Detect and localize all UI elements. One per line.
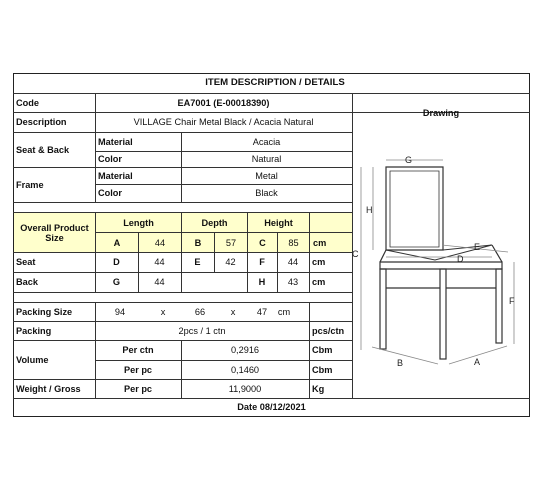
drawing-letter-h: H	[366, 205, 373, 215]
frame-color: Black	[255, 188, 278, 198]
height-header: Height	[248, 213, 309, 232]
seat-back-material-label: Material	[98, 136, 133, 147]
seat-left-edge	[380, 250, 386, 262]
frame-material: Metal	[255, 170, 278, 181]
seat-dims-label: Seat	[16, 257, 36, 267]
drawing-letter-d: D	[457, 254, 464, 264]
drawing-label: Drawing	[422, 107, 460, 118]
dim-d-value: 44	[154, 257, 165, 267]
packing-size-length: 94	[114, 306, 126, 317]
dim-h-letter: H	[258, 277, 266, 287]
seat-right-edge	[492, 245, 502, 262]
frame-color-label: Color	[98, 188, 122, 198]
overall-size-label	[14, 213, 95, 252]
leg-back-right	[496, 269, 502, 343]
volume-unit-pc: Cbm	[312, 364, 333, 375]
description-value: VILLAGE Chair Metal Black / Acacia Natural	[133, 117, 314, 127]
packing-size-label: Packing Size	[16, 306, 73, 317]
weight-unit: Kg	[312, 383, 325, 394]
dim-g-value: 44	[154, 277, 165, 287]
dim-f-value: 44	[287, 257, 299, 267]
seat-back-label: Seat & Back	[16, 144, 70, 155]
seat-back-color-label: Color	[98, 154, 122, 164]
dim-a-value: 44	[139, 233, 181, 252]
seat-back-color: Natural	[251, 154, 282, 164]
date-footer: Date 08/12/2021	[237, 402, 306, 412]
dim-g-letter: G	[112, 277, 121, 287]
packing-unit: pcs/ctn	[312, 325, 345, 336]
frame-material-label: Material	[98, 170, 133, 181]
back-unit: cm	[312, 277, 326, 287]
dim-f-letter: F	[259, 257, 265, 267]
overall-size-label-line1: Overall Product	[20, 222, 89, 233]
drawing-letter-a: A	[474, 357, 481, 367]
weight-label: Weight / Gross	[16, 383, 81, 394]
volume-per-pc: 0,1460	[230, 364, 260, 375]
overall-size-label-line2: Size	[45, 232, 64, 243]
frame-label: Frame	[16, 179, 44, 190]
dim-d-letter: D	[113, 257, 120, 267]
dim-e-letter: E	[194, 257, 201, 267]
volume-per-ctn: 0,2916	[230, 345, 260, 355]
overall-header-spacer	[310, 213, 352, 232]
depth-header: Depth	[182, 213, 247, 232]
dim-c-letter: C	[248, 233, 277, 252]
packing-value: 2pcs / 1 ctn	[178, 325, 226, 336]
drawing-letter-b: B	[397, 358, 404, 368]
seat-back-material: Acacia	[252, 136, 281, 147]
code-value: EA7001 (E-00018390)	[177, 97, 270, 108]
dim-b-letter: B	[182, 233, 214, 252]
backrest-outline	[386, 167, 443, 250]
description-label: Description	[16, 117, 67, 127]
packing-size-unit: cm	[277, 306, 291, 317]
drawing-letter-e: E	[474, 242, 481, 252]
length-header: Length	[96, 213, 181, 232]
seat-unit: cm	[312, 257, 326, 267]
dim-e-value: 42	[225, 257, 236, 267]
dim-line-b	[372, 347, 438, 364]
code-label: Code	[16, 97, 39, 108]
volume-label: Volume	[16, 354, 49, 365]
weight-per-pc-label: Per pc	[123, 383, 153, 394]
dim-c-value: 85	[278, 233, 309, 252]
dim-h-value: 43	[287, 277, 299, 287]
backrest-inner	[390, 171, 439, 247]
back-dims-label: Back	[16, 277, 38, 287]
packing-size-height: 47	[256, 306, 268, 317]
packing-size-x1: x	[160, 306, 166, 317]
dim-b-value: 57	[215, 233, 247, 252]
page-title: ITEM DESCRIPTION / DETAILS	[205, 77, 345, 88]
drawing-letter-g: G	[405, 155, 413, 165]
drawing-letter-f: F	[509, 296, 515, 306]
packing-size-x2: x	[230, 306, 236, 317]
leg-front-right	[440, 269, 446, 359]
volume-unit-ctn: Cbm	[312, 345, 333, 355]
packing-size-width: 66	[194, 306, 206, 317]
chair-drawing	[352, 132, 524, 372]
seat-front	[380, 262, 502, 269]
volume-per-ctn-label: Per ctn	[122, 345, 154, 355]
weight-value: 11,9000	[228, 383, 262, 394]
volume-per-pc-label: Per pc	[123, 364, 153, 375]
packing-label: Packing	[16, 325, 52, 336]
overall-unit: cm	[310, 233, 352, 252]
leg-front-left	[380, 269, 386, 349]
drawing-letter-c: C	[352, 249, 359, 259]
dim-a-letter: A	[96, 233, 138, 252]
